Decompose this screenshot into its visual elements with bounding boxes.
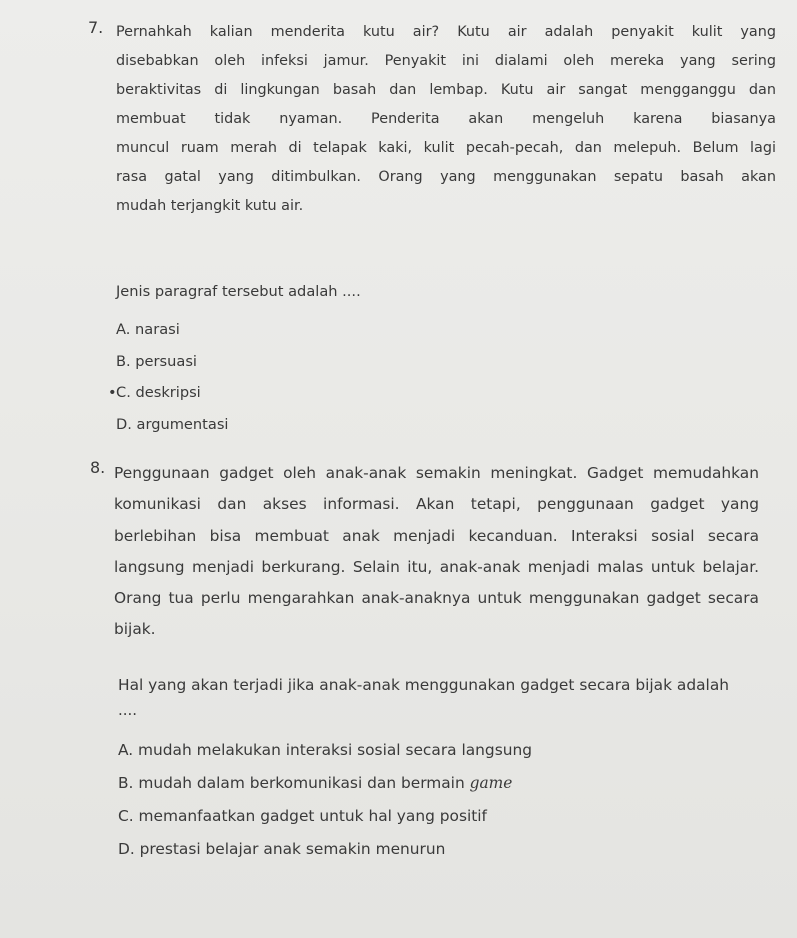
paragraph-line: langsung menjadi berkurang. Selain itu, anak-anak menjadi malas untuk belajar. bbox=[114, 557, 759, 576]
paragraph-line: muncul ruam merah di telapak kaki, kulit pecah-pecah, dan melepuh. Belum lagi bbox=[116, 140, 776, 156]
question-paragraph bbox=[114, 458, 759, 646]
paragraph-line: Pernahkah kalian menderita kutu air? Kutu air adalah penyakit kulit yang bbox=[116, 24, 776, 40]
question-paragraph bbox=[116, 18, 776, 221]
answer-marker: • bbox=[108, 384, 117, 401]
paragraph-line: disebabkan oleh infeksi jamur. Penyakit ini dialami oleh mereka yang sering bbox=[116, 53, 776, 69]
option-b-handwritten-word: game bbox=[469, 774, 513, 792]
question-number: 8. bbox=[90, 458, 106, 477]
paragraph-line: mudah terjangkit kutu air. bbox=[116, 198, 304, 214]
paragraph-line: beraktivitas di lingkungan basah dan lembap. Kutu air sangat mengganggu dan bbox=[116, 82, 776, 98]
option-c-label: C. deskripsi bbox=[116, 384, 201, 401]
paragraph-line: membuat tidak nyaman. Penderita akan mengeluh karena biasanya bbox=[116, 111, 776, 127]
answer-options bbox=[118, 734, 532, 866]
question-prompt: Jenis paragraf tersebut adalah .... bbox=[116, 283, 361, 300]
prompt-ellipsis: .... bbox=[118, 701, 138, 719]
option-c[interactable] bbox=[108, 377, 228, 409]
paragraph-line: rasa gatal yang ditimbulkan. Orang yang menggunakan sepatu basah akan bbox=[116, 169, 776, 185]
paragraph-line: Penggunaan gadget oleh anak-anak semakin meningkat. Gadget memudahkan bbox=[114, 464, 759, 482]
option-b-label: B. mudah dalam berkomunikasi dan bermain bbox=[118, 774, 465, 792]
option-a[interactable]: A. narasi bbox=[116, 321, 180, 338]
question-number: 7. bbox=[88, 18, 104, 37]
answer-options bbox=[108, 314, 229, 440]
option-d[interactable]: D. prestasi belajar anak semakin menurun bbox=[118, 840, 446, 858]
paragraph-line: berlebihan bisa membuat anak menjadi kecanduan. Interaksi sosial secara bbox=[114, 526, 759, 545]
paragraph-line: bijak. bbox=[114, 620, 156, 639]
option-b[interactable]: B. persuasi bbox=[116, 352, 197, 370]
option-b[interactable] bbox=[118, 767, 532, 800]
option-a[interactable]: A. mudah melakukan interaksi sosial secara langsung bbox=[118, 741, 532, 759]
paragraph-line: komunikasi dan akses informasi. Akan tetapi, penggunaan gadget yang bbox=[114, 495, 759, 514]
paragraph-line: Orang tua perlu mengarahkan anak-anaknya untuk menggunakan gadget secara bbox=[114, 589, 759, 608]
question-prompt: Hal yang akan terjadi jika anak-anak menggunakan gadget secara bijak adalah bbox=[118, 676, 730, 694]
option-d[interactable]: D. argumentasi bbox=[116, 415, 229, 433]
option-c[interactable]: C. memanfaatkan gadget untuk hal yang positif bbox=[118, 807, 487, 825]
